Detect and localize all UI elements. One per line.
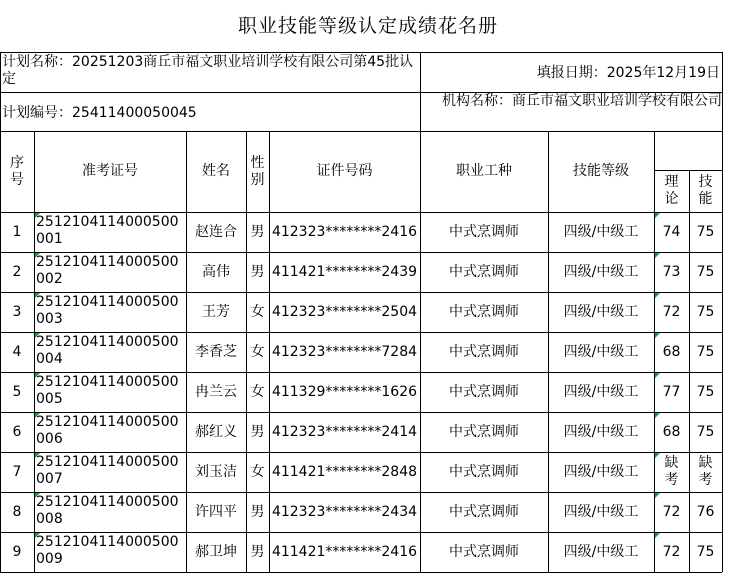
cell-comment-marker bbox=[655, 453, 660, 458]
header-gender: 性别 bbox=[250, 154, 265, 188]
row-theory-score[interactable]: 68 bbox=[662, 343, 681, 360]
row-level[interactable]: 四级/中级工 bbox=[563, 543, 639, 560]
grid-line bbox=[0, 92, 722, 93]
row-level[interactable]: 四级/中级工 bbox=[563, 463, 639, 480]
row-occupation[interactable]: 中式烹调师 bbox=[449, 423, 519, 440]
row-occupation[interactable]: 中式烹调师 bbox=[449, 463, 519, 480]
row-occupation[interactable]: 中式烹调师 bbox=[449, 543, 519, 560]
grid-line bbox=[0, 452, 722, 453]
row-name[interactable]: 许四平 bbox=[195, 503, 237, 520]
row-theory-score[interactable]: 77 bbox=[662, 383, 681, 400]
row-seq[interactable]: 4 bbox=[12, 343, 22, 360]
grid-line bbox=[0, 52, 1, 131]
cell-comment-marker bbox=[35, 213, 40, 218]
row-level[interactable]: 四级/中级工 bbox=[563, 423, 639, 440]
row-seq[interactable]: 5 bbox=[12, 383, 22, 400]
row-id-no[interactable]: 411421********2439 bbox=[271, 263, 418, 280]
row-id-no[interactable]: 412323********2414 bbox=[271, 423, 418, 440]
row-exam-no[interactable]: 2512104114000500004 bbox=[36, 334, 179, 367]
grid-line bbox=[0, 332, 722, 333]
cell-comment-marker bbox=[655, 533, 660, 538]
row-name[interactable]: 高伟 bbox=[202, 263, 230, 280]
cell-comment-marker bbox=[35, 453, 40, 458]
header-exam-no: 准考证号 bbox=[82, 163, 138, 179]
header-name: 姓名 bbox=[202, 163, 230, 179]
grid-line bbox=[186, 131, 187, 572]
header-id-no: 证件号码 bbox=[316, 163, 373, 179]
grid-line bbox=[269, 131, 270, 572]
row-theory-score[interactable]: 72 bbox=[662, 503, 681, 520]
row-level[interactable]: 四级/中级工 bbox=[563, 343, 639, 360]
grid-line bbox=[0, 492, 722, 493]
row-exam-no[interactable]: 2512104114000500007 bbox=[36, 454, 179, 487]
cell-comment-marker bbox=[655, 253, 660, 258]
row-exam-no[interactable]: 2512104114000500009 bbox=[36, 534, 179, 567]
grid-line bbox=[654, 170, 722, 171]
grid-line bbox=[548, 131, 549, 572]
grid-line bbox=[420, 92, 421, 131]
row-exam-no[interactable]: 2512104114000500008 bbox=[36, 494, 179, 527]
row-theory-score[interactable]: 73 bbox=[662, 263, 681, 280]
grid-line bbox=[0, 131, 1, 572]
row-seq[interactable]: 9 bbox=[12, 543, 22, 560]
plan-number[interactable]: 计划编号：25411400050045 bbox=[2, 105, 197, 121]
header-occupation: 职业工种 bbox=[456, 163, 512, 179]
grid-line bbox=[0, 532, 722, 533]
row-theory-score[interactable]: 缺考 bbox=[664, 455, 679, 488]
row-id-no[interactable]: 412323********2434 bbox=[271, 503, 418, 520]
row-exam-no[interactable]: 2512104114000500002 bbox=[36, 254, 179, 287]
row-occupation[interactable]: 中式烹调师 bbox=[449, 303, 519, 320]
row-name[interactable]: 冉兰云 bbox=[195, 383, 237, 400]
row-skill-score[interactable]: 75 bbox=[696, 303, 715, 320]
row-gender[interactable]: 男 bbox=[250, 423, 265, 440]
row-gender[interactable]: 女 bbox=[250, 463, 265, 480]
row-id-no[interactable]: 412323********2416 bbox=[271, 223, 418, 240]
row-gender[interactable]: 男 bbox=[250, 263, 265, 280]
org-name[interactable]: 机构名称：商丘市福文职业培训学校有限公司 bbox=[442, 93, 722, 109]
cell-comment-marker bbox=[655, 413, 660, 418]
row-id-no[interactable]: 412323********2504 bbox=[271, 303, 418, 320]
row-gender[interactable]: 女 bbox=[250, 303, 265, 320]
cell-comment-marker bbox=[35, 293, 40, 298]
cell-comment-marker bbox=[655, 373, 660, 378]
row-id-no[interactable]: 411329********1626 bbox=[271, 383, 418, 400]
row-level[interactable]: 四级/中级工 bbox=[563, 503, 639, 520]
cell-comment-marker bbox=[35, 413, 40, 418]
grid-line bbox=[0, 372, 722, 373]
cell-comment-marker bbox=[655, 333, 660, 338]
grid-line bbox=[34, 131, 35, 572]
row-theory-score[interactable]: 68 bbox=[662, 423, 681, 440]
cell-comment-marker bbox=[35, 533, 40, 538]
row-gender[interactable]: 男 bbox=[250, 503, 265, 520]
row-level[interactable]: 四级/中级工 bbox=[563, 383, 639, 400]
row-exam-no[interactable]: 2512104114000500001 bbox=[36, 214, 179, 247]
cell-comment-marker bbox=[35, 493, 40, 498]
row-seq[interactable]: 7 bbox=[12, 463, 22, 480]
row-skill-score[interactable]: 缺考 bbox=[698, 455, 713, 488]
row-theory-score[interactable]: 72 bbox=[662, 543, 681, 560]
header-level: 技能等级 bbox=[573, 163, 629, 179]
page-title: 职业技能等级认定成绩花名册 bbox=[237, 15, 498, 37]
row-level[interactable]: 四级/中级工 bbox=[563, 263, 639, 280]
row-gender[interactable]: 女 bbox=[250, 343, 265, 360]
row-seq[interactable]: 2 bbox=[12, 263, 22, 280]
row-skill-score[interactable]: 75 bbox=[696, 343, 715, 360]
row-name[interactable]: 王芳 bbox=[202, 303, 230, 320]
row-skill-score[interactable]: 75 bbox=[696, 423, 715, 440]
grid-line bbox=[689, 170, 690, 572]
grid-line bbox=[0, 131, 722, 132]
grid-line bbox=[722, 131, 723, 572]
grid-line bbox=[420, 52, 421, 92]
cell-comment-marker bbox=[655, 293, 660, 298]
row-theory-score[interactable]: 72 bbox=[662, 303, 681, 320]
row-occupation[interactable]: 中式烹调师 bbox=[449, 383, 519, 400]
header-theory: 理论 bbox=[664, 174, 679, 207]
grid-line bbox=[0, 212, 722, 213]
row-occupation[interactable]: 中式烹调师 bbox=[449, 503, 519, 520]
row-seq[interactable]: 6 bbox=[12, 423, 22, 440]
row-theory-score[interactable]: 74 bbox=[662, 223, 681, 240]
row-occupation[interactable]: 中式烹调师 bbox=[449, 263, 519, 280]
row-level[interactable]: 四级/中级工 bbox=[563, 223, 639, 240]
grid-line bbox=[0, 292, 722, 293]
row-id-no[interactable]: 411421********2848 bbox=[271, 463, 418, 480]
grid-line bbox=[654, 131, 655, 572]
cell-comment-marker bbox=[35, 253, 40, 258]
row-level[interactable]: 四级/中级工 bbox=[563, 303, 639, 320]
row-occupation[interactable]: 中式烹调师 bbox=[449, 223, 519, 240]
row-skill-score[interactable]: 75 bbox=[696, 223, 715, 240]
row-exam-no[interactable]: 2512104114000500006 bbox=[36, 414, 179, 447]
row-gender[interactable]: 男 bbox=[250, 543, 265, 560]
cell-comment-marker bbox=[35, 373, 40, 378]
fill-date[interactable]: 填报日期：2025年12月19日 bbox=[536, 64, 720, 81]
row-gender[interactable]: 男 bbox=[250, 223, 265, 240]
row-skill-score[interactable]: 76 bbox=[696, 503, 715, 520]
row-name[interactable]: 李香芝 bbox=[195, 343, 237, 360]
row-skill-score[interactable]: 75 bbox=[696, 263, 715, 280]
row-exam-no[interactable]: 2512104114000500005 bbox=[36, 374, 179, 407]
grid-line bbox=[246, 131, 247, 572]
header-seq: 序号 bbox=[10, 154, 24, 188]
cell-comment-marker bbox=[35, 333, 40, 338]
row-name[interactable]: 刘玉洁 bbox=[195, 463, 237, 480]
row-skill-score[interactable]: 75 bbox=[696, 383, 715, 400]
grid-line bbox=[722, 52, 723, 131]
row-name[interactable]: 郝卫坤 bbox=[195, 543, 237, 560]
row-id-no[interactable]: 412323********7284 bbox=[271, 343, 418, 360]
row-seq[interactable]: 8 bbox=[12, 503, 22, 520]
row-seq[interactable]: 3 bbox=[12, 303, 22, 320]
grid-line bbox=[0, 412, 722, 413]
cell-comment-marker bbox=[655, 213, 660, 218]
row-occupation[interactable]: 中式烹调师 bbox=[449, 343, 519, 360]
row-name[interactable]: 郝红义 bbox=[195, 423, 237, 440]
grid-line bbox=[0, 52, 722, 53]
row-seq[interactable]: 1 bbox=[12, 223, 22, 240]
plan-name[interactable]: 计划名称：20251203商丘市福文职业培训学校有限公司第45批认定 bbox=[2, 54, 414, 87]
row-exam-no[interactable]: 2512104114000500003 bbox=[36, 294, 179, 327]
header-skill: 技能 bbox=[698, 174, 713, 207]
row-gender[interactable]: 女 bbox=[250, 383, 265, 400]
grid-line bbox=[420, 131, 421, 572]
cell-comment-marker bbox=[655, 493, 660, 498]
grid-line bbox=[0, 252, 722, 253]
row-id-no[interactable]: 411421********2416 bbox=[271, 543, 418, 560]
row-skill-score[interactable]: 75 bbox=[696, 543, 715, 560]
row-name[interactable]: 赵连合 bbox=[195, 223, 237, 240]
